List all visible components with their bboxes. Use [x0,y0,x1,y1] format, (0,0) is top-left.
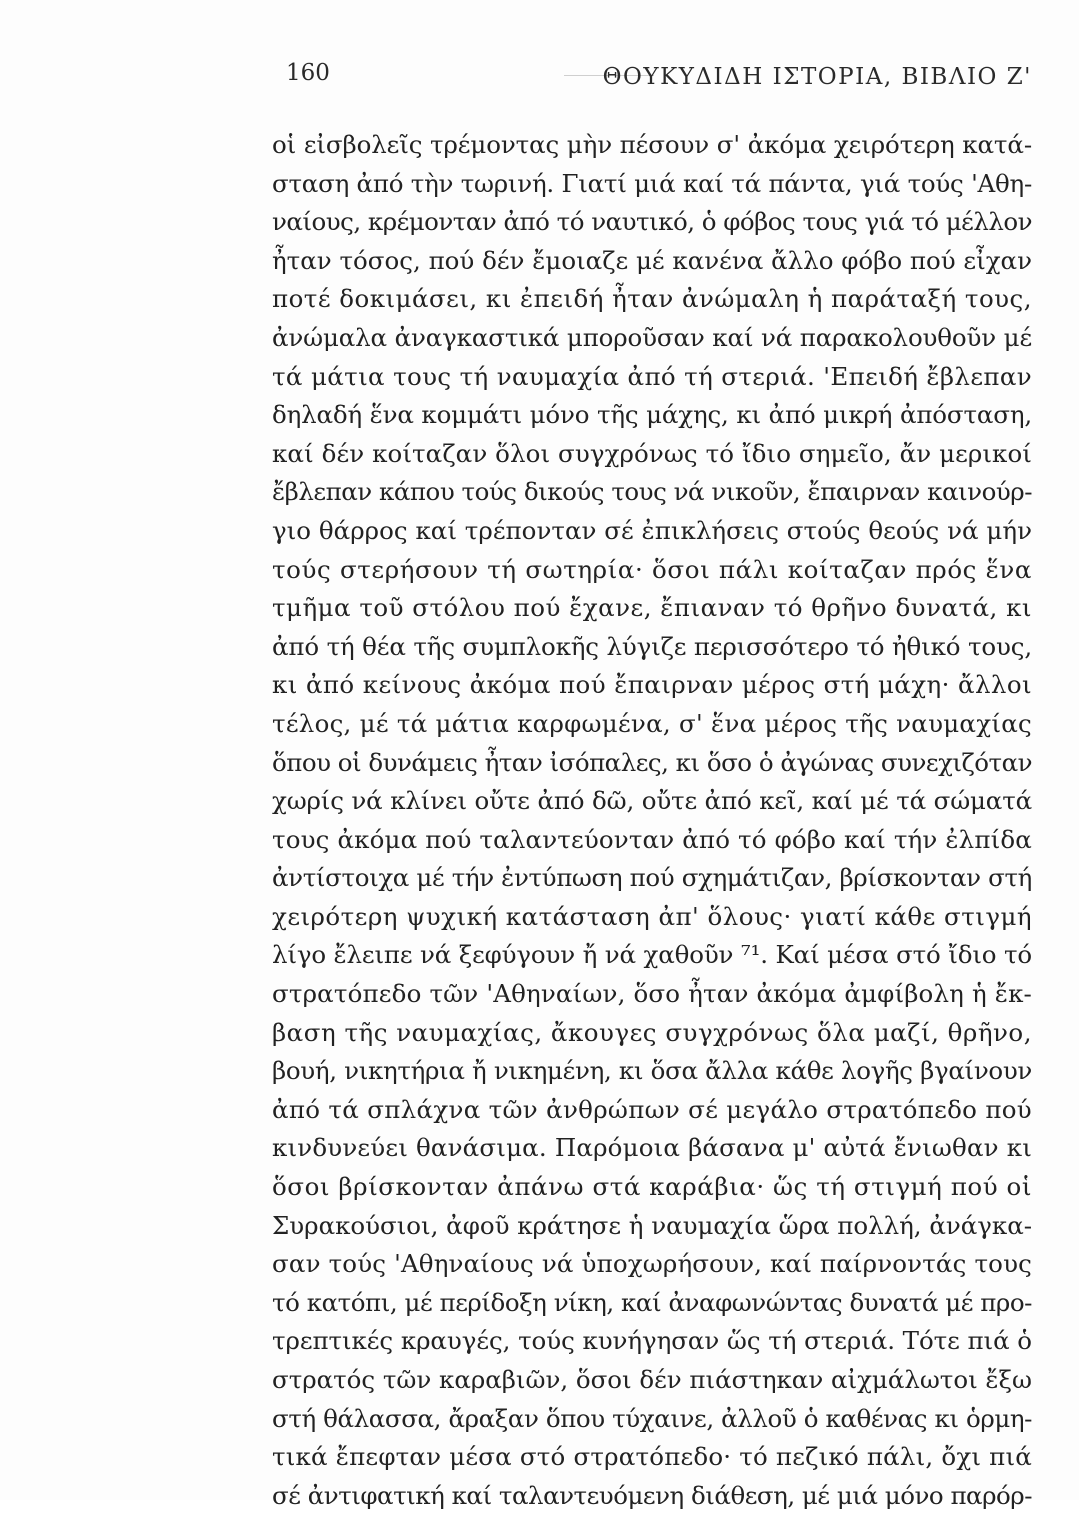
text-line: δηλαδή ἕνα κομμάτι μόνο τῆς μάχης, κι ἀπό μικρή ἀπόσταση, [272,400,1032,430]
text-line: τούς στερήσουν τή σωτηρία· ὅσοι πάλι κοίταζαν πρός ἕνα [272,554,1032,584]
text-line: στή θάλασσα, ἄραξαν ὅπου τύχαινε, ἀλλοῦ ὁ καθένας κι ὁρμη- [272,1403,1032,1433]
text-line: κι ἀπό κείνους ἀκόμα πού ἔπαιρναν μέρος στή μάχη· ἄλλοι [272,670,1032,700]
text-line: ἦταν τόσος, πού δέν ἔμοιαζε μέ κανένα ἄλλο φόβο πού εἶχαν [272,245,1032,275]
text-line: βουή, νικητήρια ἤ νικημένη, κι ὅσα ἄλλα κάθε λογῆς βγαίνουν [272,1056,1032,1086]
text-line: τό κατόπι, μέ περίδοξη νίκη, καί ἀναφωνώντας δυνατά μέ προ- [272,1287,1032,1317]
text-line: ναίους, κρέμονταν ἀπό τό ναυτικό, ὁ φόβος τους γιά τό μέλλον [272,207,1032,237]
text-line: ἔβλεπαν κάπου τούς δικούς τους νά νικοῦν, ἔπαιρναν καινούρ- [272,477,1032,507]
text-line: ἀνώμαλα ἀναγκαστικά μποροῦσαν καί νά παρακολουθοῦν μέ [272,322,1032,352]
text-line: ὅσοι βρίσκονταν ἀπάνω στά καράβια· ὥς τή στιγμή πού οἱ [272,1172,1032,1202]
text-line: τους ἀκόμα πού ταλαντεύονταν ἀπό τό φόβο καί τήν ἐλπίδα [272,824,1032,854]
text-line: ποτέ δοκιμάσει, κι ἐπειδή ἦταν ἀνώμαλη ἡ παράταξή τους, [272,284,1032,314]
text-line: τά μάτια τους τή ναυμαχία ἀπό τή στεριά. 'Επειδή ἔβλεπαν [272,361,1032,391]
text-line: τμῆμα τοῦ στόλου πού ἔχανε, ἔπιαναν τό θρῆνο δυνατά, κι [272,593,1032,623]
text-line: σταση ἀπό τὴν τωρινή. Γιατί μιά καί τά πάντα, γιά τούς 'Αθη- [272,168,1032,198]
text-line: καί δέν κοίταζαν ὅλοι συγχρόνως τό ἴδιο σημεῖο, ἄν μερικοί [272,438,1032,468]
text-line: λίγο ἔλειπε νά ξεφύγουν ἤ νά χαθοῦν ⁷¹. Καί μέσα στό ἴδιο τό [272,940,1032,970]
page-number: 160 [286,60,330,86]
text-line: ἀπό τή θέα τῆς συμπλοκῆς λύγιζε περισσότερο τό ἠθικό τους, [272,631,1032,661]
text-line: στρατός τῶν καραβιῶν, ὅσοι δέν πιάστηκαν αἰχμάλωτοι ἔξω [272,1365,1032,1394]
text-line: ἀπό τά σπλάχνα τῶν ἀνθρώπων σέ μεγάλο στρατόπεδο πού [272,1094,1032,1124]
text-line: οἱ εἰσβολεῖς τρέμοντας μὴν πέσουν σ' ἀκόμα χειρότερη κατά- [272,130,1032,159]
text-line: τρεπτικές κραυγές, τούς κυνήγησαν ὥς τή στεριά. Τότε πιά ὁ [272,1326,1032,1356]
text-line: κινδυνεύει θανάσιμα. Παρόμοια βάσανα μ' αὐτά ἔνιωθαν κι [272,1133,1032,1163]
text-line: γιο θάρρος καί τρέπονταν σέ ἐπικλήσεις στούς θεούς νά μήν [272,515,1032,545]
text-line: ἀντίστοιχα μέ τήν ἐντύπωση πού σχημάτιζαν, βρίσκονταν στή [272,863,1032,893]
text-line: Συρακούσιοι, ἀφοῦ κράτησε ἡ ναυμαχία ὥρα πολλή, ἀνάγκα- [272,1210,1032,1240]
text-line: χειρότερη ψυχική κατάσταση ἀπ' ὅλους· γιατί κάθε στιγμή [272,901,1032,931]
running-head: ΘΟΥΚΥΔΙΔΗ ΙΣΤΟΡΙΑ, ΒΙΒΛΙΟ Ζ' [602,64,1032,90]
text-line: σαν τούς 'Αθηναίους νά ὑποχωρήσουν, καί παίρνοντάς τους [272,1249,1032,1279]
text-line: τικά ἔπεφταν μέσα στό στρατόπεδο· τό πεζικό πάλι, ὄχι πιά [272,1442,1032,1472]
page-header [272,58,1032,98]
text-line: στρατόπεδο τῶν 'Αθηναίων, ὅσο ἦταν ἀκόμα ἀμφίβολη ἡ ἔκ- [272,979,1032,1009]
text-line: σέ ἀντιφατική καί ταλαντευόμενη διάθεση, μέ μιά μόνο παρόρ- [272,1480,1032,1510]
text-line: ὅπου οἱ δυνάμεις ἦταν ἰσόπαλες, κι ὅσο ὁ ἀγώνας συνεχιζόταν [272,747,1032,777]
text-line: χωρίς νά κλίνει οὔτε ἀπό δῶ, οὔτε ἀπό κεῖ, καί μέ τά σώματά [272,786,1032,816]
body-text [272,126,1032,1515]
text-line: βαση τῆς ναυμαχίας, ἄκουγες συγχρόνως ὅλα μαζί, θρῆνο, [272,1017,1032,1047]
text-line: τέλος, μέ τά μάτια καρφωμένα, σ' ἕνα μέρος τῆς ναυμαχίας [272,708,1032,738]
